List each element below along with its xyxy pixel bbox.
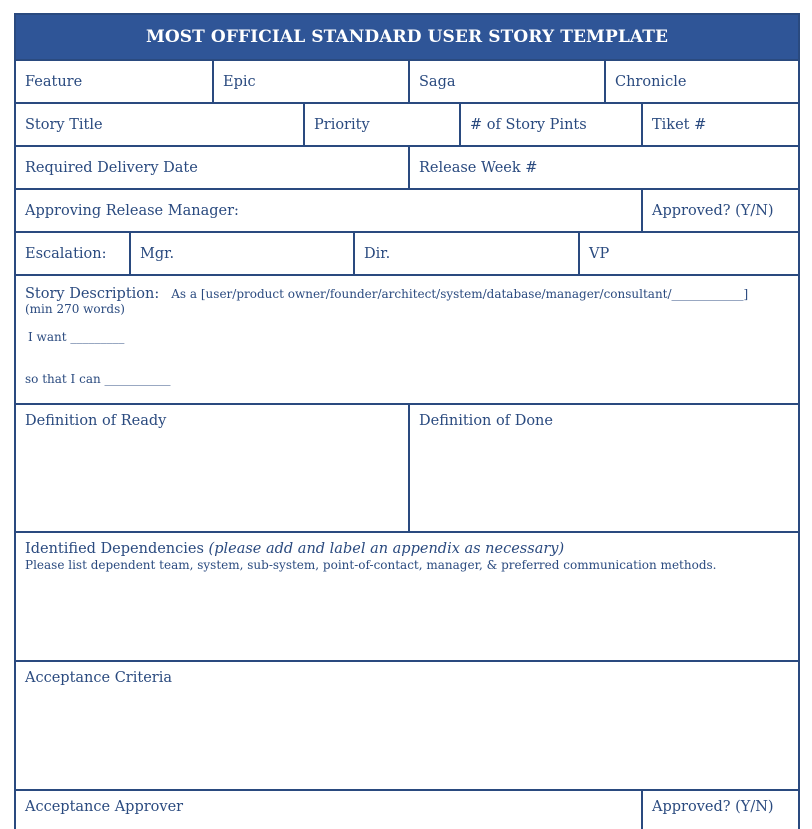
epic-field[interactable]: Epic <box>212 61 408 102</box>
acceptance-approver-field[interactable]: Acceptance Approver <box>25 799 184 815</box>
story-description-field[interactable] <box>16 276 798 403</box>
acceptance-criteria-field[interactable]: Acceptance Criteria <box>25 670 172 686</box>
form-title: MOST OFFICIAL STANDARD USER STORY TEMPLATE <box>16 15 798 59</box>
release-approved-field[interactable]: Approved? (Y/N) <box>641 190 798 231</box>
dependencies-label: Identified Dependencies <box>25 541 204 557</box>
row-acceptance-criteria <box>16 660 798 789</box>
ticket-field[interactable]: Tiket # <box>641 104 798 145</box>
row-description <box>16 274 798 403</box>
definition-of-done-field[interactable]: Definition of Done <box>408 405 798 531</box>
dependencies-instructions: Please list dependent team, system, sub-system, point-of-contact, manager, & preferred communication methods. <box>25 558 717 572</box>
release-week-field[interactable]: Release Week # <box>408 147 798 188</box>
acceptance-approved-field[interactable]: Approved? (Y/N) <box>641 791 798 829</box>
row-dependencies <box>16 531 798 660</box>
row-feature <box>16 59 798 102</box>
definition-of-ready-field[interactable]: Definition of Ready <box>25 413 167 429</box>
dependencies-note: (please add and label an appendix as necessary) <box>208 541 565 557</box>
delivery-date-field[interactable]: Required Delivery Date <box>25 159 198 176</box>
story-title-field[interactable]: Story Title <box>25 116 103 133</box>
as-a-line: As a [user/product owner/founder/architect/system/database/manager/consultant/____________] <box>171 287 749 301</box>
escalation-label: Escalation: <box>25 245 107 262</box>
row-delivery <box>16 145 798 188</box>
row-escalation <box>16 231 798 274</box>
dependencies-field[interactable] <box>16 533 798 660</box>
row-acceptance-approver <box>16 789 798 829</box>
dir-field[interactable]: Dir. <box>353 233 578 274</box>
user-story-form <box>14 13 800 829</box>
i-want-line: I want _________ <box>28 330 125 344</box>
story-points-field[interactable]: # of Story Pints <box>459 104 641 145</box>
vp-field[interactable]: VP <box>578 233 798 274</box>
feature-field[interactable]: Feature <box>25 73 83 90</box>
release-manager-field[interactable]: Approving Release Manager: <box>25 202 239 219</box>
row-definitions <box>16 403 798 531</box>
priority-field[interactable]: Priority <box>303 104 459 145</box>
min-words-note: (min 270 words) <box>25 302 125 316</box>
row-release-manager <box>16 188 798 231</box>
so-that-line: so that I can ___________ <box>25 372 171 386</box>
row-story-title <box>16 102 798 145</box>
saga-field[interactable]: Saga <box>408 61 604 102</box>
story-description-label: Story Description: <box>25 286 160 302</box>
mgr-field[interactable]: Mgr. <box>129 233 353 274</box>
chronicle-field[interactable]: Chronicle <box>604 61 798 102</box>
